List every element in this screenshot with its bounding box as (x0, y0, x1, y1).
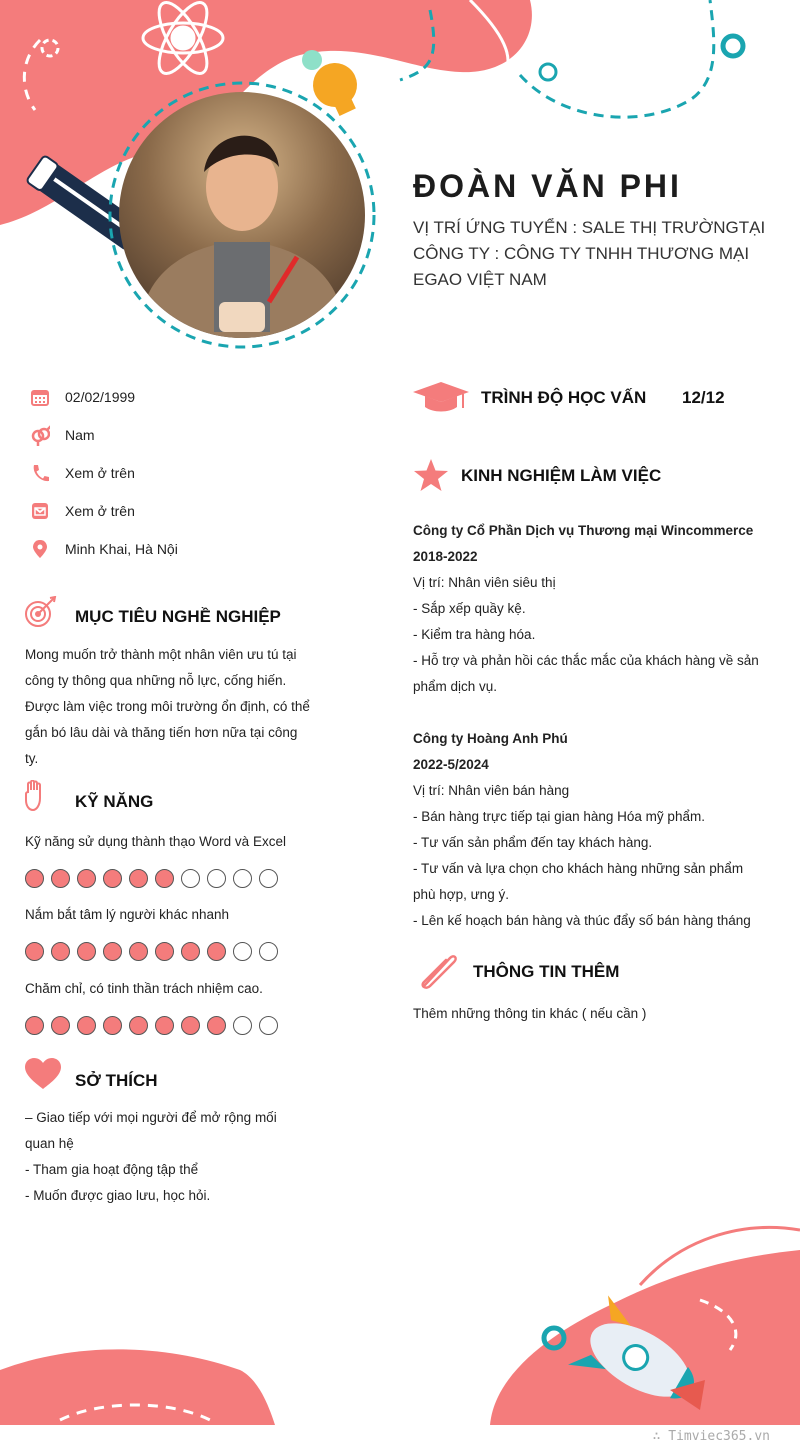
email-icon (30, 501, 50, 521)
hobby-line-justified (25, 1105, 320, 1131)
target-icon (24, 596, 58, 630)
rating-dot-filled (77, 942, 96, 961)
heart-icon (24, 1058, 62, 1090)
position-line: VỊ TRÍ ỨNG TUYỂN : SALE THỊ TRƯỜNGTẠI (413, 218, 766, 237)
rating-dot-filled (155, 1016, 174, 1035)
objective-line: gắn bó lâu dài và thăng tiến hơn nữa tại công (25, 725, 298, 740)
skill-label: Chăm chỉ, có tinh thần trách nhiệm cao. (25, 981, 263, 996)
rating-dot-filled (207, 1016, 226, 1035)
skill-rating (25, 869, 278, 888)
education-value: 12/12 (682, 388, 725, 407)
calendar-icon (30, 387, 50, 407)
job-line: - Bán hàng trực tiếp tại gian hàng Hóa mỹ phẩm. (413, 809, 705, 824)
rating-dot-filled (181, 942, 200, 961)
experience-title: KINH NGHIỆM LÀM VIỆC (461, 466, 662, 485)
company-line: CÔNG TY : CÔNG TY TNHH THƯƠNG MẠI (413, 244, 750, 263)
skill-rating (25, 942, 278, 961)
job-period: 2022-5/2024 (413, 757, 489, 772)
hobbies-title: SỞ THÍCH (75, 1071, 158, 1090)
rating-dot-filled (25, 1016, 44, 1035)
rating-dot-filled (207, 942, 226, 961)
rating-dot-empty (207, 869, 226, 888)
education-title: TRÌNH ĐỘ HỌC VẤN (481, 388, 647, 407)
contact-address (30, 537, 178, 561)
job-company: Công ty Hoàng Anh Phú (413, 731, 568, 746)
objective-text (25, 642, 320, 772)
rating-dot-filled (103, 1016, 122, 1035)
rating-dot-empty (181, 869, 200, 888)
objective-line: công ty thông qua những nỗ lực, cống hiến. (25, 673, 287, 688)
email-value: Xem ở trên (65, 503, 135, 519)
phone-icon (30, 463, 50, 483)
rating-dot-filled (103, 942, 122, 961)
job-line: Vị trí: Nhân viên siêu thị (413, 575, 556, 590)
hobby-line: – Giao tiếp với mọi người để mở rộng mối (25, 1110, 277, 1125)
graduation-cap-icon (413, 380, 469, 414)
address-value: Minh Khai, Hà Nội (65, 541, 178, 557)
job-line: - Kiểm tra hàng hóa. (413, 627, 536, 642)
job-company: Công ty Cổ Phần Dịch vụ Thương mại Wincommerce (413, 523, 754, 538)
rating-dot-filled (25, 869, 44, 888)
rating-dot-filled (51, 1016, 70, 1035)
rating-dot-empty (233, 942, 252, 961)
rating-dot-filled (51, 942, 70, 961)
hobby-line: - Muốn được giao lưu, học hỏi. (25, 1188, 211, 1203)
job-line: phù hợp, ưng ý. (413, 887, 509, 902)
hand-icon (24, 780, 48, 812)
company-line-2: EGAO VIỆT NAM (413, 270, 547, 289)
rating-dot-filled (129, 1016, 148, 1035)
candidate-name: ĐOÀN VĂN PHI (413, 168, 682, 204)
gender-value: Nam (65, 427, 95, 443)
skill-label: Kỹ năng sử dụng thành thạo Word và Excel (25, 834, 286, 849)
gender-icon (30, 425, 50, 445)
rating-dot-filled (51, 869, 70, 888)
rating-dot-filled (103, 869, 122, 888)
contact-birthday (30, 385, 135, 409)
hobby-line: - Tham gia hoạt động tập thể (25, 1162, 199, 1177)
person-silhouette-icon (119, 92, 365, 338)
watermark: ∴ Timviec365.vn (652, 1429, 770, 1444)
location-pin-icon (30, 539, 50, 559)
rating-dot-filled (155, 869, 174, 888)
job-line: - Lên kế hoạch bán hàng và thúc đẩy số bán hàng tháng (413, 913, 751, 928)
contact-phone (30, 461, 135, 485)
avatar (119, 92, 365, 338)
hobby-line: quan hệ (25, 1136, 74, 1151)
rating-dot-empty (233, 1016, 252, 1035)
rating-dot-empty (259, 869, 278, 888)
job-line: - Sắp xếp quầy kệ. (413, 601, 526, 616)
job-line: - Tư vấn sản phẩm đến tay khách hàng. (413, 835, 653, 850)
job-line: - Tư vấn và lựa chọn cho khách hàng những sản phẩm (413, 861, 744, 876)
objective-line: Được làm việc trong môi trường ổn định, có thể (25, 699, 310, 714)
job-line: Vị trí: Nhân viên bán hàng (413, 783, 570, 798)
birthday-value: 02/02/1999 (65, 389, 136, 405)
objective-line: ty. (25, 751, 39, 766)
job-line: - Hỗ trợ và phản hồi các thắc mắc của khách hàng về sản (413, 653, 759, 668)
star-icon (413, 458, 449, 492)
bottom-decoration (0, 1220, 800, 1450)
rating-dot-filled (129, 942, 148, 961)
extra-text: Thêm những thông tin khác ( nếu cần ) (413, 1006, 647, 1021)
rating-dot-filled (25, 942, 44, 961)
rating-dot-filled (155, 942, 174, 961)
hobbies-text (25, 1105, 320, 1209)
skills-title: KỸ NĂNG (75, 792, 154, 811)
contact-email (30, 499, 135, 523)
skill-label: Nắm bắt tâm lý người khác nhanh (25, 907, 229, 922)
rating-dot-filled (77, 1016, 96, 1035)
rating-dot-filled (129, 869, 148, 888)
contact-gender (30, 423, 95, 447)
objective-line: Mong muốn trở thành một nhân viên ưu tú tại (25, 647, 297, 662)
rating-dot-empty (233, 869, 252, 888)
rating-dot-empty (259, 1016, 278, 1035)
job-entry (413, 518, 773, 700)
job-period: 2018-2022 (413, 549, 478, 564)
job-line: phẩm dịch vụ. (413, 679, 498, 694)
extra-title: THÔNG TIN THÊM (473, 962, 620, 981)
phone-value: Xem ở trên (65, 465, 135, 481)
paperclip-icon (414, 950, 458, 990)
rating-dot-empty (259, 942, 278, 961)
rating-dot-filled (77, 869, 96, 888)
objective-title: MỤC TIÊU NGHỀ NGHIỆP (75, 607, 281, 626)
job-entry (413, 726, 773, 934)
rating-dot-filled (181, 1016, 200, 1035)
skill-rating (25, 1016, 278, 1035)
